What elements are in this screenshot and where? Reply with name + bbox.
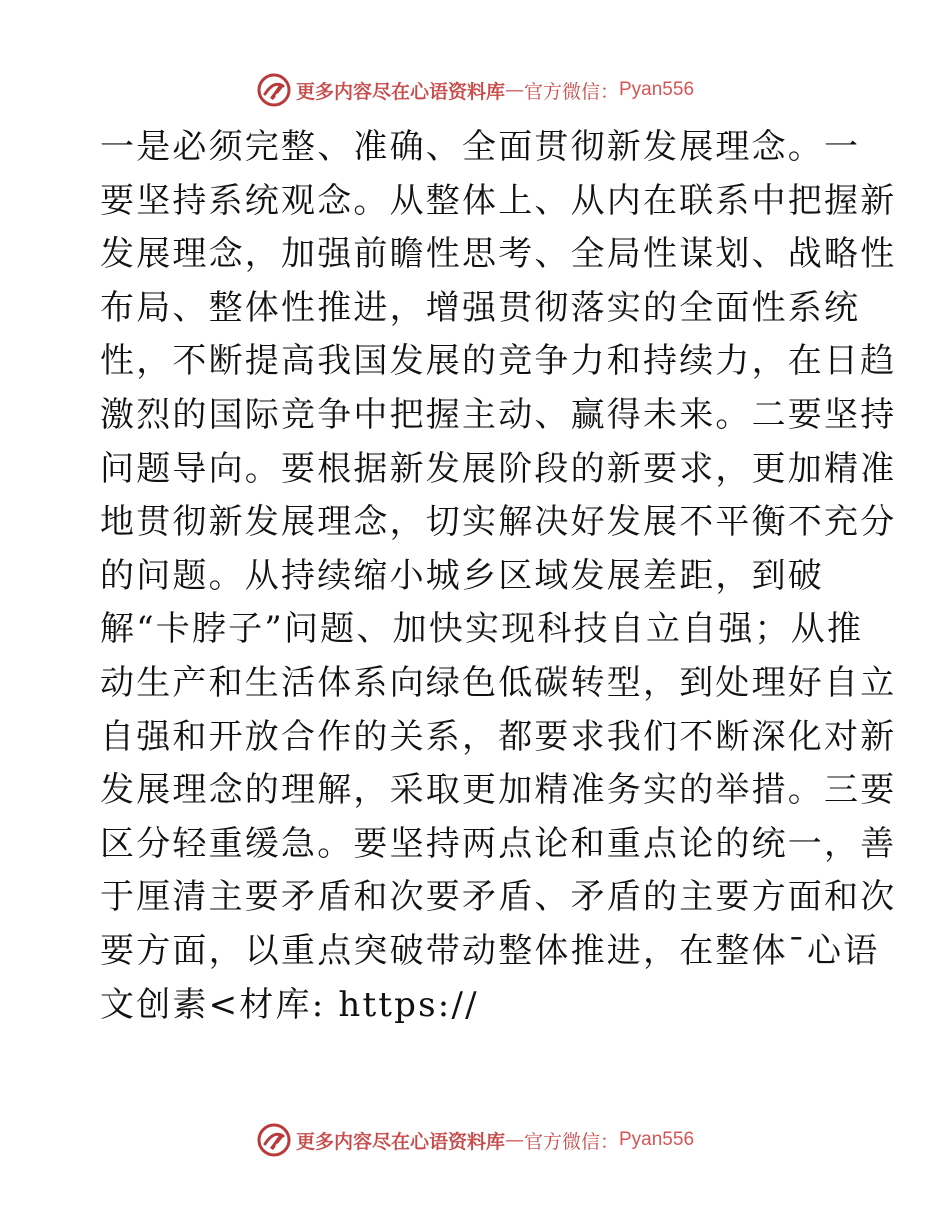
library-logo-icon: [256, 1122, 292, 1158]
banner-separator: —: [504, 79, 524, 101]
body-text-line: 发展理念，加强前瞻性思考、全局性谋划、战略性: [100, 234, 897, 275]
banner-wechat-id: Pyan556: [619, 1129, 695, 1150]
body-text-line: 性，不断提高我国发展的竞争力和持续力，在日趋: [100, 341, 897, 382]
library-logo-icon: [256, 72, 292, 108]
banner-wechat-label: 官方微信：: [523, 1130, 619, 1153]
body-text-line: 自强和开放合作的关系，都要求我们不断深化对新: [100, 716, 897, 757]
body-text-line: 激烈的国际竞争中把握主动、赢得未来。二要坚持: [100, 394, 897, 435]
body-text-line: 文创素<材库: https://: [100, 984, 479, 1025]
body-text-line: 于厘清主要矛盾和次要矛盾、矛盾的主要方面和次: [100, 877, 897, 918]
body-text-line: 解“卡脖子”问题、加快实现科技自立自强；从推: [100, 609, 864, 650]
body-text-line: 地贯彻新发展理念，切实解决好发展不平衡不充分: [100, 502, 897, 543]
body-text-line: 发展理念的理解，采取更加精准务实的举措。三要: [100, 770, 897, 811]
body-text-line: 要方面，以重点突破带动整体推进，在整体¯心语: [100, 930, 880, 971]
body-text-line: 问题导向。要根据新发展阶段的新要求，更加精准: [100, 448, 897, 489]
body-text-line: 布局、整体性推进，增强贯彻落实的全面性系统: [100, 287, 861, 328]
banner-separator: —: [504, 1129, 524, 1151]
banner-main-text: 更多内容尽在心语资料库: [295, 80, 505, 103]
document-body: [100, 126, 897, 1037]
body-text-line: 的问题。从持续缩小城乡区域发展差距，到破: [100, 555, 824, 596]
banner-wechat-id: Pyan556: [619, 79, 695, 100]
footer-banner: [0, 1120, 950, 1160]
body-text-line: 动生产和生活体系向绿色低碳转型，到处理好自立: [100, 662, 897, 703]
body-text-line: 要坚持系统观念。从整体上、从内在联系中把握新: [100, 180, 897, 221]
header-banner: [0, 70, 950, 110]
body-text-line: 区分轻重缓急。要坚持两点论和重点论的统一，善: [100, 823, 897, 864]
banner-main-text: 更多内容尽在心语资料库: [295, 1130, 505, 1153]
banner-wechat-label: 官方微信：: [523, 80, 619, 103]
body-text-line: 一是必须完整、准确、全面贯彻新发展理念。一: [100, 127, 861, 167]
